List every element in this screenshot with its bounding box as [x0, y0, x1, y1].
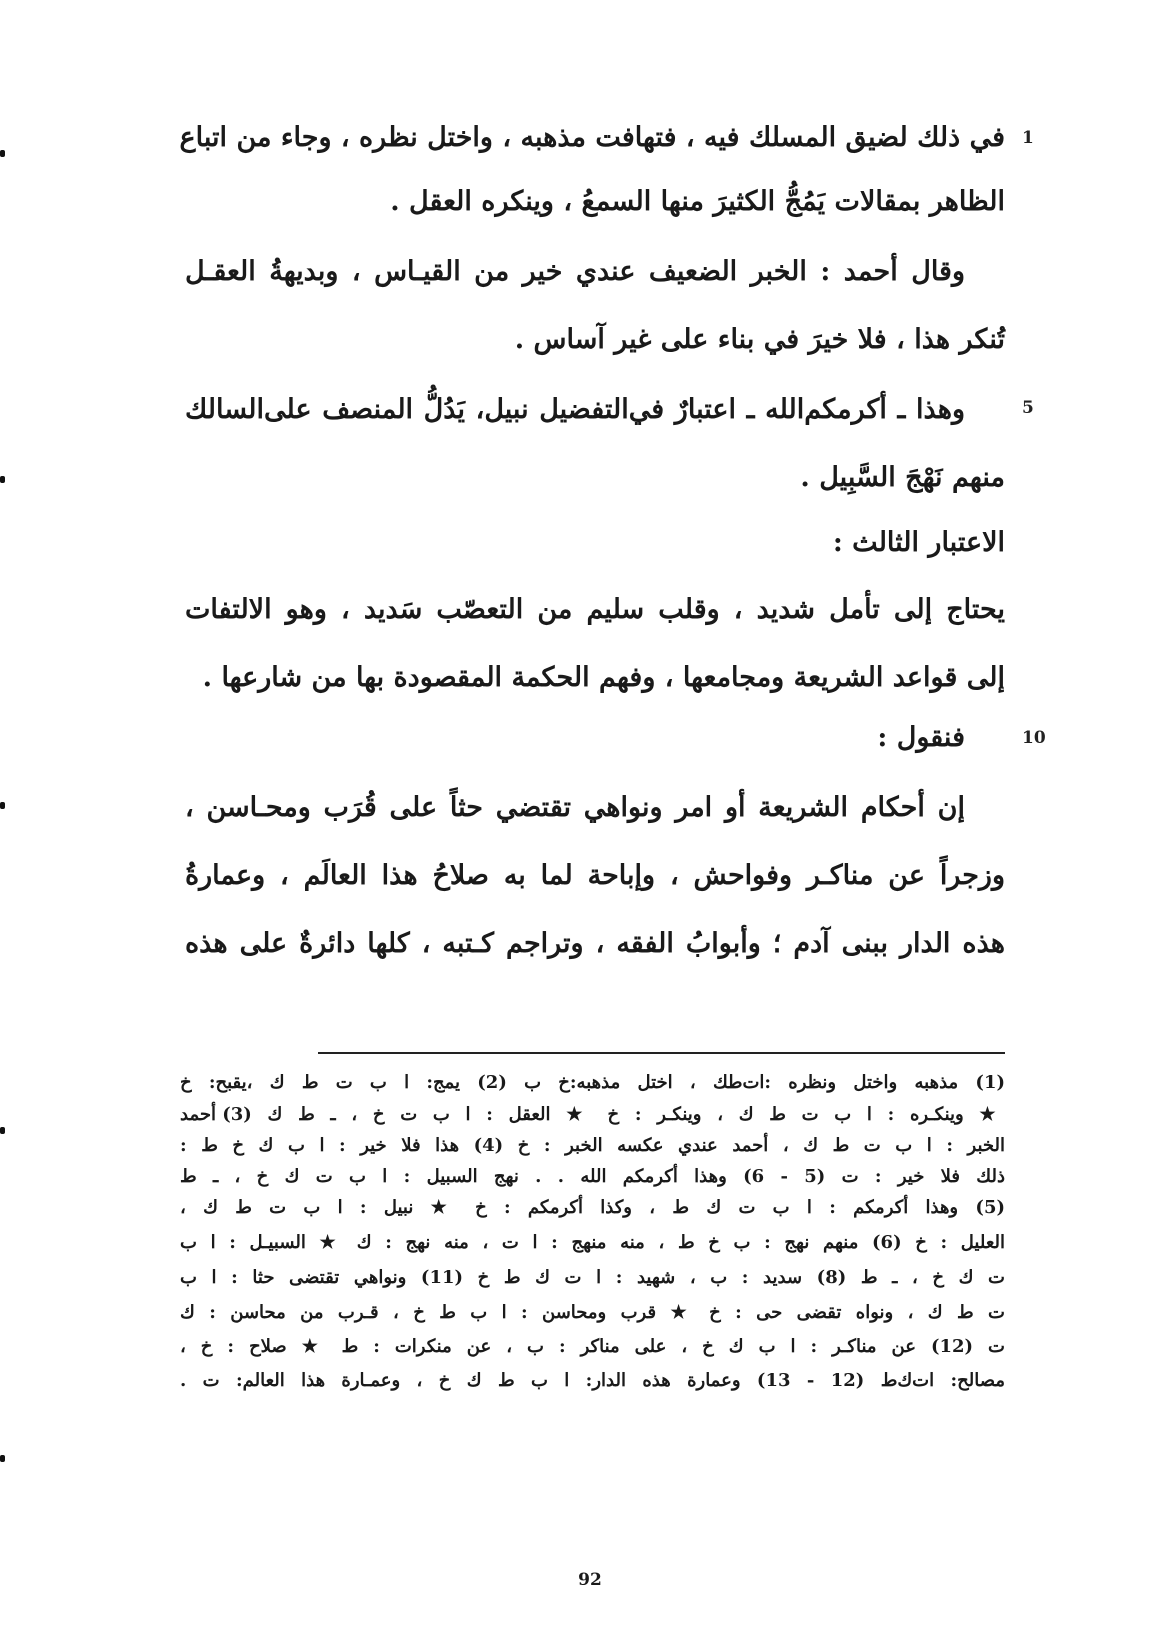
section-heading: الاعتبار الثالث :: [832, 527, 1005, 558]
text-line: تُنكر هذا ، فلا خيرَ في بناء على غير آساس .: [514, 324, 1005, 355]
text-line: إلى قواعد الشريعة ومجامعها ، وفهم الحكمة المقصودة بها من شارعها .: [202, 662, 1005, 693]
text-line: وقال أحمد : الخبر الضعيف عندي خير من القيـاس ، وبديهةُ العقـل: [185, 256, 965, 287]
scan-edge-mark: [0, 1455, 5, 1462]
footnote-line: ت ط ك ، ونواه تقضى حى : خ ★ قرب ومحاسن : ا ب ط خ ، قـرب من محاسن : ك: [180, 1302, 1005, 1323]
footnote-line: (5) وهذا أكرمكم : ا ب ت ك ط ، وكذا أكرمكم : خ ★ نبيل : ا ب ت ط ك ،: [180, 1197, 1005, 1218]
footnote-line: العليل : خ (6) منهم نهج : ب خ ط ، منه منهج : ا ت ، منه نهج : ك ★ السبيـل : ا ب: [180, 1232, 1005, 1253]
text-line: وهذا ـ أكرمكم‌الله ـ اعتبارٌ في‌التفضيل نبيل، يَدُلُّ المنصف على‌السالك: [185, 394, 965, 425]
text-line: يحتاج إلى تأمل شديد ، وقلب سليم من التعصّب سَديد ، وهو الالتفات: [185, 594, 1005, 625]
scan-edge-mark: [0, 802, 5, 809]
text-line: إن أحكام الشريعة أو امر ونواهي تقتضي حثاً على قُرَب ومحـاسن ،: [185, 792, 965, 823]
line-number: 10: [1022, 728, 1046, 748]
footnote-line: الخبر : ا ب ت ط ك ، أحمد عندي عكسه الخبر : خ (4) هذا فلا خير : ا ب ك خ ط :: [180, 1135, 1006, 1156]
footnote-line: ذلك فلا خير : ت (5 - 6) وهذا أكرمكم الله . . نهج السبيل : ا ب ت ك خ ، ـ ط: [180, 1166, 1005, 1187]
text-line: فنقول :: [877, 722, 965, 753]
text-line: هذه الدار ببنى آدم ؛ وأبوابُ الفقه ، وتراجم كـتبه ، كلها دائرةٌ على هذه: [185, 928, 1005, 959]
text-line: منهم نَهْجَ السَّبِيل .: [800, 462, 1005, 493]
scan-edge-mark: [0, 1127, 5, 1134]
footnote-line: ★ وينكـره : ا ب ت ط ك ، وينكـر : خ ★ العقل : ا ب ت خ ، ـ ط ك (3) أحمد: [180, 1104, 1005, 1125]
scan-edge-mark: [0, 150, 5, 157]
footnote-line: ت ك خ ، ـ ط (8) سديد : ب ، شهيد : ا ت ك ط خ (11) ونواهي تقتضى حثا : ا ب: [180, 1267, 1006, 1288]
text-line: وزجراً عن مناكـر وفواحش ، وإباحة لما به صلاحُ هذا العالَم ، وعمارةُ: [185, 860, 1005, 891]
line-number: 5: [1022, 398, 1034, 418]
text-line: الظاهر بمقالات يَمُجُّ الكثيرَ منها السمعُ ، وينكره العقل .: [390, 186, 1005, 217]
footnote-line: (1) مذهبه واختل ونظره :ات‌طك ، اختل مذهبه:خ ب (2) يمج: ا ب ت ط ك ،يقبح: خ: [180, 1072, 1005, 1093]
scan-edge-mark: [0, 476, 5, 483]
footnote-line: مصالح: ات‌ك‌ط (12 - 13) وعمارة هذه الدار: ا ب ط ك خ ، وعمـارة هذا العالم: ت .: [180, 1370, 1005, 1391]
line-number: 1: [1022, 128, 1034, 148]
footnote-separator: [318, 1052, 1005, 1054]
text-line: في ذلك لضيق المسلك فيه ، فتهافت مذهبه ، واختل نظره ، وجاء من اتباع: [179, 122, 1005, 153]
footnote-line: ت (12) عن مناكـر : ا ب ك خ ، على مناكر : ب ، عن منكرات : ط ★ صلاح : خ ،: [180, 1336, 1005, 1357]
page-number: 92: [578, 1570, 602, 1590]
